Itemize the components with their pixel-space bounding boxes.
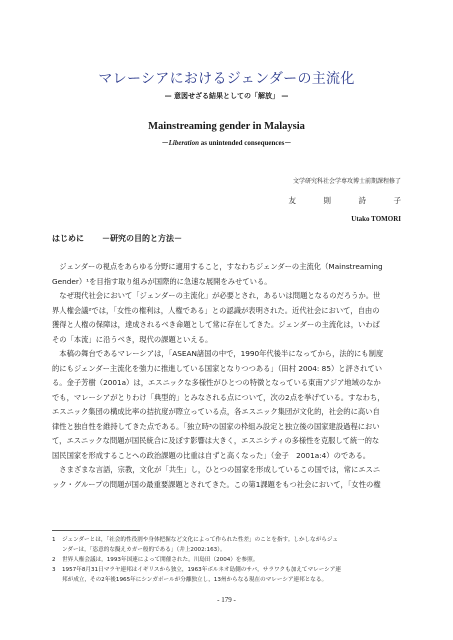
- section-title: はじめに: [52, 234, 84, 243]
- body-line: さまざまな言語，宗教，文化が「共生」し，ひとつの国家を形成しているこの国では，常にエスニ: [52, 465, 381, 474]
- footnote-number: 2: [52, 557, 56, 563]
- footnote-text: 世界人権会議は，1993年国連によって開催された。川島田（2004）を参照。: [62, 557, 259, 563]
- body-line: る。金子芳樹（2001a）は，エスニックな多様性がひとつの特徴となっている東南アジア地域のなか: [52, 378, 381, 387]
- paper-title-en: Mainstreaming gender in Malaysia: [148, 121, 305, 132]
- author-affiliation: 文学研究科社会学専攻博士前期課程修了: [292, 178, 401, 185]
- author-name-ja: 友 則 詩 子: [288, 196, 411, 205]
- body-line: 的にもジェンダー主流化を強力に推進している国家となりつつある」（田村 2004: 85）と評されてい: [52, 363, 383, 373]
- paper-subtitle-en: [0, 138, 453, 148]
- footnote-number: 3: [52, 567, 56, 573]
- body-line: ジェンダーの視点をあらゆる分野に適用すること，すなわちジェンダーの主流化（Mainstreaming: [52, 262, 383, 271]
- subtitle-en-rest: as unintended consequences－: [198, 139, 292, 147]
- body-line: 律性と独自性を維持してきた点である。「独立時³の国家の枠組み設定と独立後の国家建設過程におい: [52, 421, 380, 431]
- footnote-divider: [52, 530, 140, 531]
- body-line: 国民国家を形成することへの政治課題の比重は自ずと高くなった」（金子 2001a:4）のである。: [52, 450, 371, 460]
- body-line: ック・グループの問題が国の最重要課題とされてきた。この第1課題をもつ社会において，「女性の権: [52, 479, 381, 489]
- footnote-continuation: ンダーは，「恣意的な擬えカガー般的である」（井上2002:163）。: [62, 547, 226, 553]
- footnote: [52, 565, 410, 575]
- section-heading: [52, 233, 182, 244]
- body-text: [52, 260, 410, 492]
- paper-title-ja: マレーシアにおけるジェンダーの主流化: [98, 71, 355, 87]
- footnote-text: ジェンダーとは，「社会的性役割や身体把握など文化によって作られた性差」のことを指す。しかしながらジェ: [62, 537, 338, 543]
- page-number: - 179 -: [217, 596, 236, 604]
- footnotes: [52, 535, 410, 585]
- body-line: 本稿の舞台であるマレーシアは，「ASEAN諸国の中で，1990年代後半になってから，法的にも制度: [52, 349, 384, 358]
- subtitle-en-prefix: －: [161, 139, 169, 147]
- footnote: [52, 535, 410, 545]
- body-line: その「本流」に沿うべき，現代の課題といえる。: [52, 334, 213, 344]
- footnote-text: 1957年8月31日マラヤ連邦はイギリスから独立，1963年ボルネオ島側のサバ，サラワクも加えてマレーシア連: [62, 567, 341, 573]
- body-line: エスニック集団の構成比率の拮抗度が際立っている点，各エスニック集団が文化的，社会的に高い自: [52, 407, 380, 416]
- footnote-continuation: 邦が成立，その2年後1965年にシンガポールが分離独立し，13州からなる現在のマレーシア連邦となる。: [62, 577, 328, 583]
- paper-subtitle-ja: — 意図せざる結果としての「解放」 —: [164, 92, 289, 100]
- author-name-en: Utako TOMORI: [351, 215, 401, 223]
- body-line: 界人権会議²では，「女性の権利は，人権である」との認識が表明された。近代社会において，自由の: [52, 305, 380, 315]
- subtitle-en-italic: Liberation: [168, 139, 199, 147]
- section-subtitle: －研究の目的と方法－: [102, 234, 182, 243]
- body-line: でも，マレーシアがとりわけ「典型的」とみなされる点について，次の2点を挙げている。すなわち，: [52, 392, 385, 402]
- body-line: Gender）¹を目指す取り組みが国際的に急速な展開をみせている。: [52, 276, 272, 286]
- body-line: なぜ現代社会において「ジェンダーの主流化」が必要とされ，あるいは問題となるのだろうか。世: [52, 291, 381, 300]
- footnote: [52, 555, 410, 565]
- footnote-number: 1: [52, 537, 56, 543]
- body-line: て，エスニックな問題が国民統合に及ぼす影響は大きく，エスニシティの多様性を克服して統一的な: [52, 436, 380, 445]
- body-line: 獲得と人権の保障は，達成されるべき命題として常に存在してきた。ジェンダーの主流化は，いわば: [52, 320, 380, 329]
